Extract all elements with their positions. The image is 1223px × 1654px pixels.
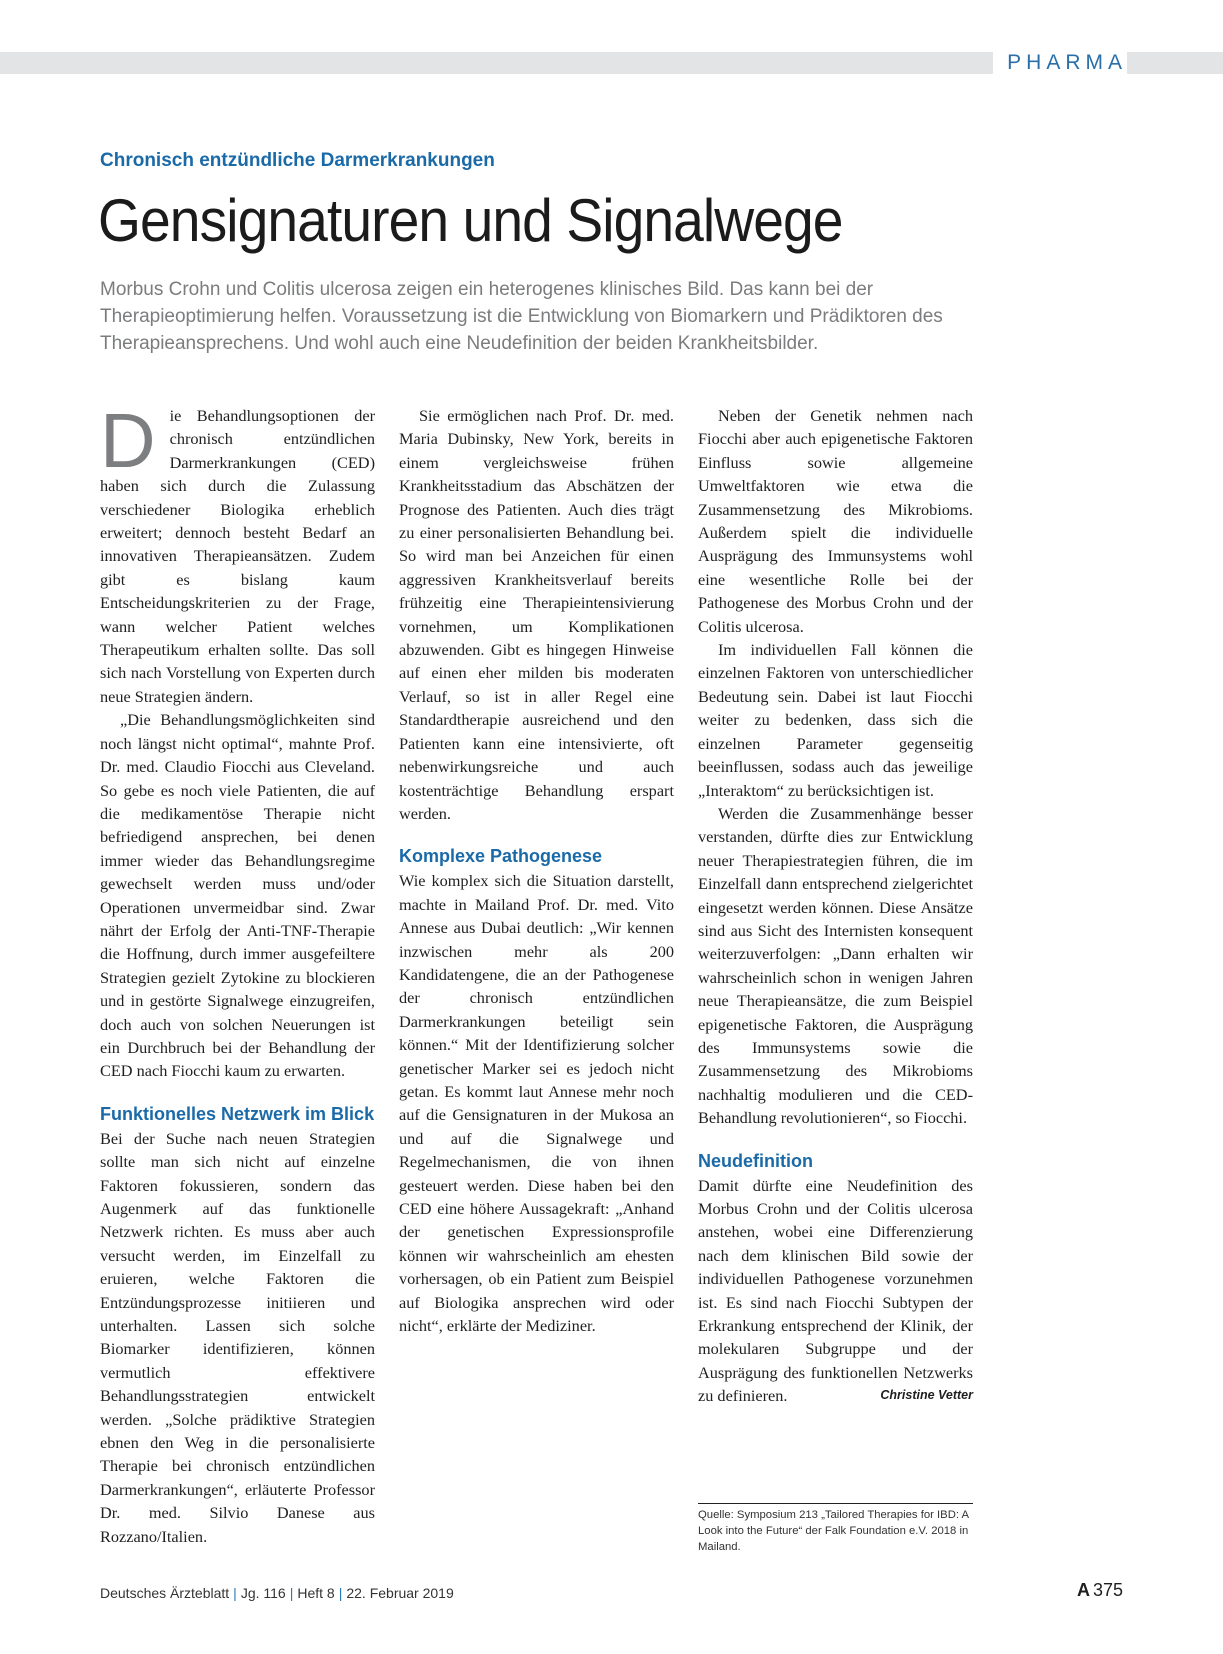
paragraph: Neben der Genetik nehmen nach Fiocchi aber auch epigenetische Faktoren Einfluss sowie allgemeine Umweltfaktoren wie etwa die Zusammensetzung des Mikrobioms. Außerdem spielt die individuelle Ausprägung des Immunsystems wohl eine wesentliche Rolle bei der Pathogenese des Morbus Crohn und der Colitis ulcerosa. (698, 406, 973, 636)
separator: | (289, 1585, 294, 1601)
dropcap: D (100, 398, 156, 484)
paragraph: Im individuellen Fall können die einzelnen Faktoren von unterschiedlicher Bedeutung sein. Dabei ist laut Fiocchi weiter zu bedenken, dass sich die einzelnen Parameter gegenseitig beeinflussen, sodass auch das jeweilige „Interaktom“ zu berücksichtigen ist. (698, 640, 973, 800)
section-tag: PHARMA (993, 50, 1127, 76)
paragraph: Werden die Zusammenhänge besser verstanden, dürfte dies zur Entwicklung neuer Therapiestrategien führen, die im Einzelfall dann entsprechend zielgerichtet eingesetzt werden können. Diese Ansätze sind aus Sicht des Internisten konsequent weiterzuverfolgen: „Dann erhalten wir wahrscheinlich schon in wenigen Jahren neue Therapieansätze, die zum Beispiel epigenetische Faktoren, die Ausprägung des Immunsystems sowie die Zusammensetzung des Mikrobioms nachhaltig modulieren und die CED-Behandlung revolutionieren“, so Fiocchi. (698, 803, 973, 1128)
paragraph: Wie komplex sich die Situation darstellt, machte in Mailand Prof. Dr. med. Vito Annese aus Dubai deutlich: „Wir kennen inzwischen mehr als 200 Kandidatengene, die an der Pathogenese der chronisch entzündlichen Darmerkrankungen beteiligt sein können.“ Mit der Identifizierung solcher genetischer Marker sei es jedoch nicht getan. Es kommt laut Annese mehr noch auf die Gensignaturen in der Mukosa an und auf die Signalwege und Regelmechanismen, die von ihnen gesteuert werden. Diese haben bei den CED eine höhere Aussagekraft: „Anhand der genetischen Expressionsprofile können wir wahrscheinlich am ehesten vorhersagen, ob ein Patient zum Beispiel auf Biologika ansprechen wird oder nicht“, erklärte der Mediziner. (399, 871, 674, 1336)
page-number-value: 375 (1092, 1580, 1123, 1600)
subheading: Neudefinition (698, 1150, 813, 1171)
paragraph-text: Damit dürfte eine Neudefinition des Morbus Crohn und der Colitis ulcerosa anstehen, wobei eine Differenzierung nach dem klinischen Bild sowie der individuellen Pathogenese vorzunehmen ist. Es sind nach Fiocchi Subtypen der Erkrankung entsprechend der Klinik, der molekularen Subgruppe und der Ausprägung des funktionellen Netzwerks zu definieren. (698, 1175, 973, 1406)
paragraph: ie Behandlungsoptionen der chronisch entzündlichen Darmerkrankungen (CED) haben sich durch die Zulassung verschiedener Biologika erheblich erweitert; dennoch besteht Bedarf an innovativen Therapieansätzen. Zudem gibt es bislang kaum Entscheidungskriterien zu der Frage, wann welcher Patient welches Therapeutikum erhalten sollte. Das soll sich nach Vorstellung von Experten durch neue Strategien ändern. (100, 406, 375, 706)
issue-date: 22. Februar 2019 (346, 1585, 454, 1601)
journal-name: Deutsches Ärzteblatt (100, 1585, 230, 1601)
volume: Jg. 116 (240, 1585, 286, 1601)
separator: | (338, 1585, 343, 1601)
paragraph: Bei der Suche nach neuen Strategien sollte man sich nicht auf einzelne Faktoren fokussieren, sondern das Augenmerk auf das funktionelle Netzwerk richten. Es muss aber auch versucht werden, im Einzelfall zu eruieren, welche Faktoren die Entzündungsprozesse initiieren und unterhalten. Lassen sich solche Biomarker identifizieren, können vermutlich effektivere Behandlungsstrategien entwickelt werden. „Solche prädiktive Strategien ebnen den Weg in die personalisierte Therapie bei chronisch entzündlichen Darmerkrankungen“, erläuterte Professor Dr. med. Silvio Danese aus Rozzano/Italien. (100, 1128, 375, 1546)
column-3 (698, 404, 973, 1408)
page-number (1077, 1580, 1123, 1601)
kicker: Chronisch entzündliche Darmerkrankungen (100, 150, 495, 171)
separator: | (233, 1585, 237, 1601)
author-byline: Christine Vetter (880, 1388, 973, 1403)
subheading: Funktionelles Netzwerk im Blick (100, 1103, 375, 1124)
article-title: Gensignaturen und Signalwege (98, 187, 843, 254)
paragraph: Sie ermöglichen nach Prof. Dr. med. Maria Dubinsky, New York, bereits in einem vergleichsweise frühen Krankheitsstadium das Abschätzen der Prognose des Patienten. Auch dies trägt zu einer personalisierten Behandlung bei. So wird man bei Anzeichen für einen aggressiven Krankheitsverlauf bereits frühzeitig eine Therapieintensivierung vornehmen, um Komplikationen abzuwenden. Gibt es hingegen Hinweise auf einen eher milden bis moderaten Verlauf, so ist in aller Regel eine Standardtherapie ausreichend und den Patienten kann eine intensivierte, oft nebenwirkungsreiche und auch kostenträchtige Behandlung erspart werden. (399, 406, 674, 823)
subheading: Komplexe Pathogenese (399, 846, 603, 867)
source-note: Quelle: Symposium 213 „Tailored Therapies for IBD: A Look into the Future“ der Falk Foundation e.V. 2018 in Mailand. (698, 1503, 973, 1555)
issue: Heft 8 (297, 1585, 335, 1601)
footer (100, 1585, 454, 1601)
column-2 (399, 404, 674, 1337)
column-1 (100, 398, 375, 1548)
paragraph: „Die Behandlungsmöglichkeiten sind noch längst nicht optimal“, mahnte Prof. Dr. med. Claudio Fiocchi aus Cleveland. So gebe es noch viele Patienten, die auf die medikamentöse Therapie nicht befriedigend ansprechen, bei denen immer wieder das Behandlungsregime gewechselt werden muss und/oder Operationen unvermeidbar sind. Zwar nährt der Erfolg der Anti-TNF-Therapie die Hoffnung, durch immer ausgefeiltere Strategien gezielt Zytokine zu blockieren und in gestörte Signalwege einzugreifen, doch auch von solchen Neuerungen ist ein Durchbruch bei der Behandlung der CED nach Fiocchi kaum zu erwarten. (100, 710, 375, 1081)
paragraph (698, 1174, 973, 1408)
page-prefix: A (1076, 1580, 1090, 1600)
article-lead: Morbus Crohn und Colitis ulcerosa zeigen ein heterogenes klinisches Bild. Das kann bei der Therapieoptimierung helfen. Voraussetzung ist die Entwicklung von Biomarkern und Prädiktoren des Therapieansprechens. Und wohl auch eine Neudefinition der beiden Krankheitsbilder. (100, 279, 943, 354)
